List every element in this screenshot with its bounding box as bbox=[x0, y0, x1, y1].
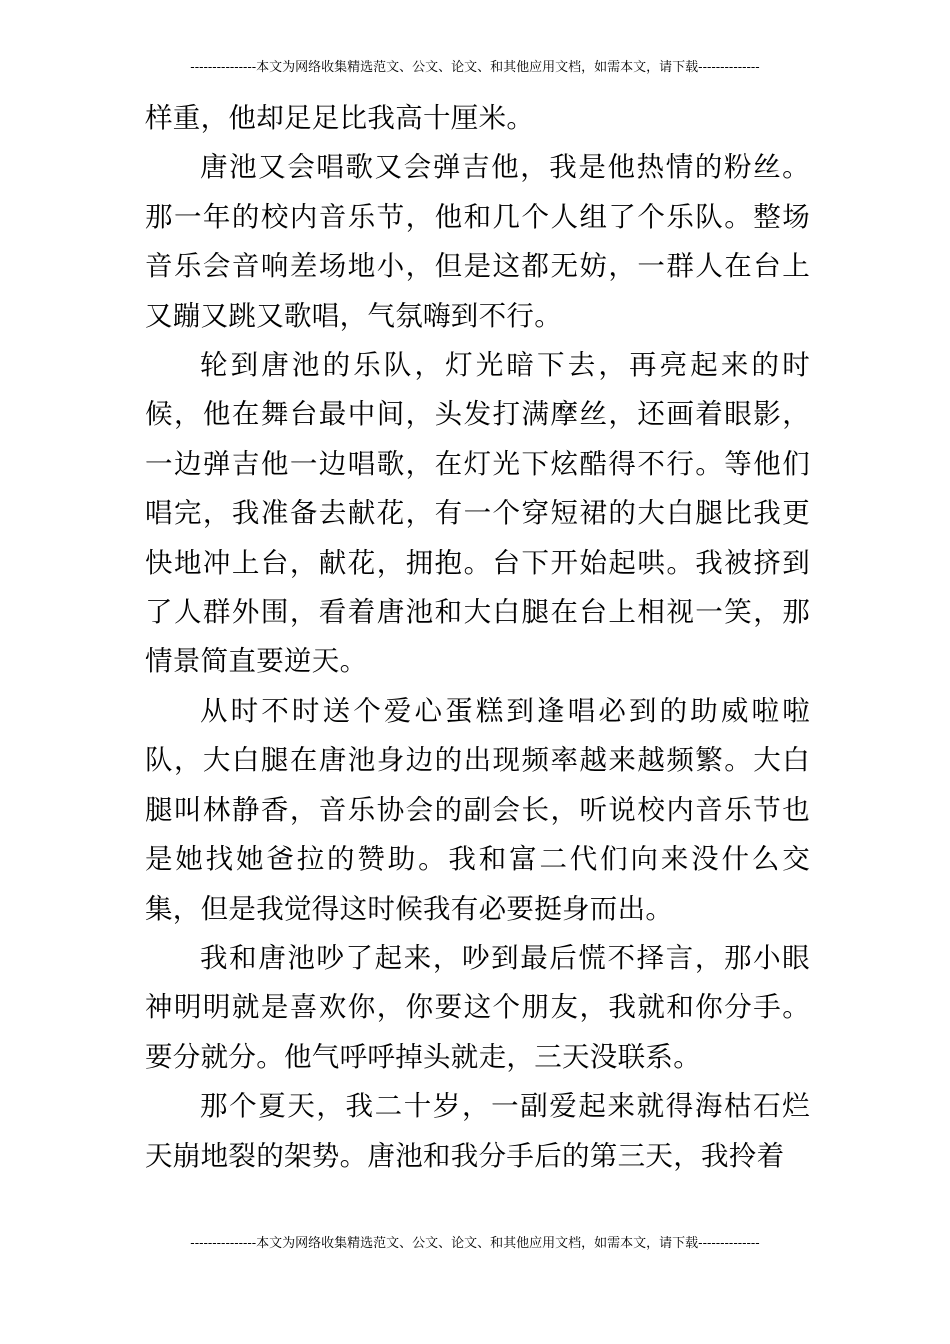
paragraph-3: 轮到唐池的乐队，灯光暗下去，再亮起来的时候，他在舞台最中间，头发打满摩丝，还画着眼影，一边弹吉他一边唱歌，在灯光下炫酷得不行。等他们唱完，我准备去献花，有一个穿短裙的大白腿比我更快地冲上台，献花，拥抱。台下开始起哄。我被挤到了人群外围，看着唐池和大白腿在台上相视一笑，那情景简直要逆天。 bbox=[145, 349, 810, 678]
paragraph-6: 那个夏天，我二十岁，一副爱起来就得海枯石烂天崩地裂的架势。唐池和我分手后的第三天，我拎着 bbox=[145, 1090, 810, 1172]
paragraph-4: 从时不时送个爱心蛋糕到逢唱必到的助威啦啦队，大白腿在唐池身边的出现频率越来越频繁。大白腿叫林静香，音乐协会的副会长，听说校内音乐节也是她找她爸拉的赞助。我和富二代们向来没什么交集，但是我觉得这时候我有必要挺身而出。 bbox=[145, 694, 810, 925]
page-header: ---------------本文为网络收集精选范文、公文、论文、和其他应用文档，如需本文，请下载-------------- bbox=[190, 60, 760, 75]
page-footer: ---------------本文为网络收集精选范文、公文、论文、和其他应用文档，如需本文，请下载-------------- bbox=[190, 1236, 760, 1251]
paragraph-1: 样重，他却足足比我高十厘米。 bbox=[145, 102, 535, 134]
body-text bbox=[145, 94, 810, 1181]
paragraph-2: 唐池又会唱歌又会弹吉他，我是他热情的粉丝。那一年的校内音乐节，他和几个人组了个乐队。整场音乐会音响差场地小，但是这都无妨，一群人在台上又蹦又跳又歌唱，气氛嗨到不行。 bbox=[145, 151, 810, 332]
paragraph-5: 我和唐池吵了起来，吵到最后慌不择言，那小眼神明明就是喜欢你，你要这个朋友，我就和你分手。要分就分。他气呼呼掉头就走，三天没联系。 bbox=[145, 941, 810, 1073]
